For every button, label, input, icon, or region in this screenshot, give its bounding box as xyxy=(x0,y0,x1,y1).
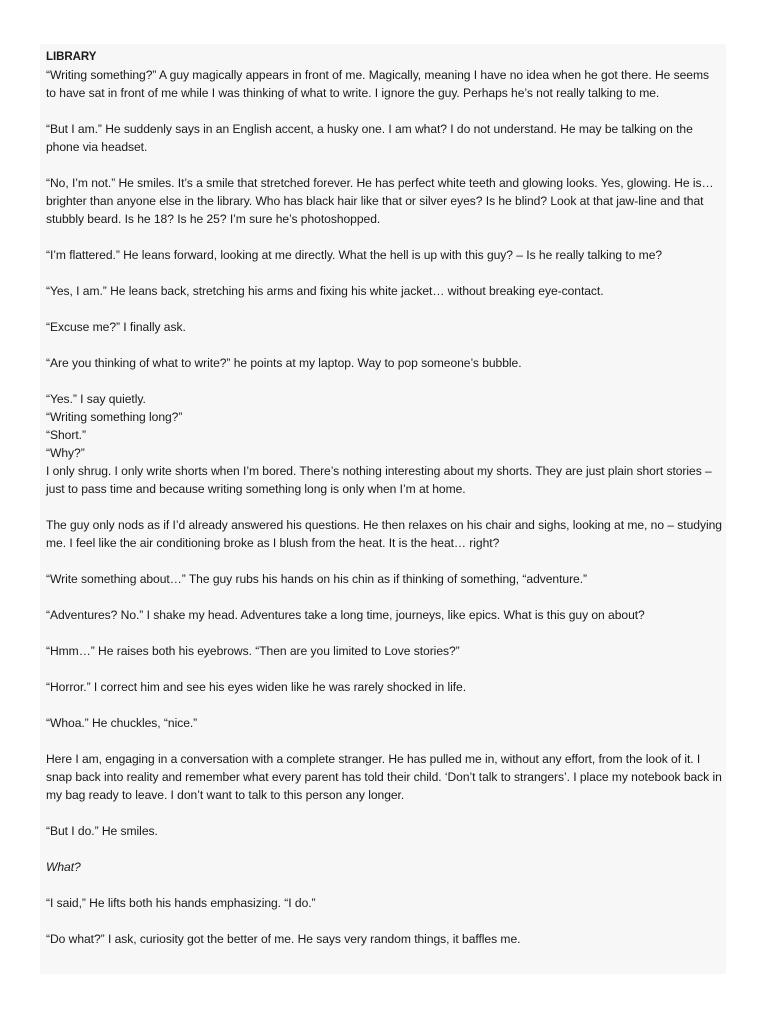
paragraph: “Horror.” I correct him and see his eyes widen like he was rarely shocked in life. xyxy=(46,680,467,694)
paragraph: “Writing something?” A guy magically appears in front of me. Magically, meaning I have no idea when he got there. He seems to have sat in front of me while I was thinking of what to write. I ignore the guy. Perhaps he’s not really talking to me. xyxy=(46,68,709,100)
paragraph: “Hmm…” He raises both his eyebrows. “Then are you limited to Love stories?” xyxy=(46,644,460,658)
paragraph: “Writing something long?” xyxy=(46,410,183,424)
paragraph: “Do what?” I ask, curiosity got the better of me. He says very random things, it baffles me. xyxy=(46,932,521,946)
paragraph: “Whoa.” He chuckles, “nice.” xyxy=(46,716,198,730)
paragraph: “Yes, I am.” He leans back, stretching his arms and fixing his white jacket… without breaking eye-contact. xyxy=(46,284,604,298)
paragraph: “Excuse me?” I finally ask. xyxy=(46,320,186,334)
paragraph: “Are you thinking of what to write?” he points at my laptop. Way to pop someone’s bubble. xyxy=(46,356,522,370)
paragraph: “But I am.” He suddenly says in an English accent, a husky one. I am what? I do not understand. He may be talking on the phone via headset. xyxy=(46,122,693,154)
paragraph: The guy only nods as if I’d already answered his questions. He then relaxes on his chair and sighs, looking at me, no – studying me. I feel like the air conditioning broke as I blush from the heat. It is the heat… right? xyxy=(46,518,722,550)
document-body xyxy=(46,48,722,966)
paragraph: “No, I’m not.” He smiles. It’s a smile that stretched forever. He has perfect white teeth and glowing looks. Yes, glowing. He is…brighter than anyone else in the library. Who has black hair like that or silver eyes? Is he blind? Look at that jaw-line and that stubbly beard. Is he 18? Is he 25? I’m sure he’s photoshopped. xyxy=(46,176,714,226)
paragraph: “Adventures? No.” I shake my head. Adventures take a long time, journeys, like epics. What is this guy on about? xyxy=(46,608,645,622)
paragraph: “Write something about…” The guy rubs his hands on his chin as if thinking of something, “adventure.” xyxy=(46,572,588,586)
paragraph: “Yes.” I say quietly. xyxy=(46,392,146,406)
spacer xyxy=(46,102,722,120)
paragraph: “Why?” xyxy=(46,446,85,460)
paragraph: I only shrug. I only write shorts when I’m bored. There’s nothing interesting about my shorts. They are just plain short stories – just to pass time and because writing something long is only when I’m at home. xyxy=(46,464,712,496)
paragraph: Here I am, engaging in a conversation with a complete stranger. He has pulled me in, without any effort, from the look of it. I snap back into reality and remember what every parent has told their child. ‘Don’t talk to strangers’. I place my notebook back in my bag ready to leave. I don’t want to talk to this person any longer. xyxy=(46,752,722,802)
paragraph: “Short.” xyxy=(46,428,86,442)
paragraph: “I’m flattered.” He leans forward, looking at me directly. What the hell is up with this guy? – Is he really talking to me? xyxy=(46,248,663,262)
paragraph: What? xyxy=(46,860,81,874)
paragraph: “I said,” He lifts both his hands emphasizing. “I do.” xyxy=(46,896,316,910)
paragraph: “But I do.” He smiles. xyxy=(46,824,158,838)
document-title: LIBRARY xyxy=(46,51,97,63)
